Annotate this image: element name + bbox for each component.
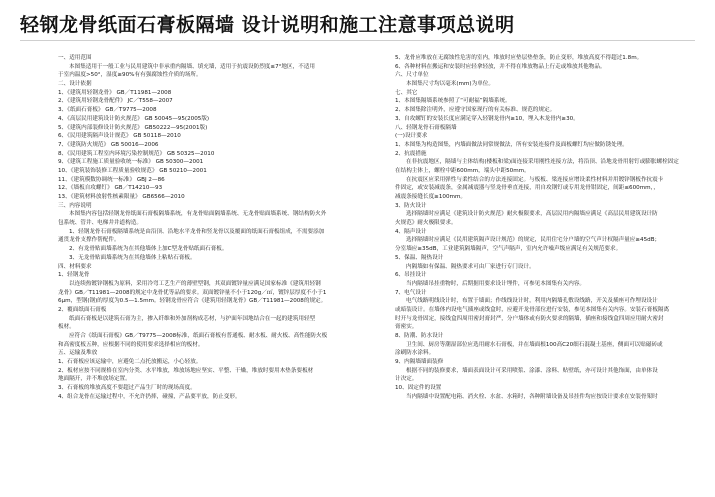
text-line: 在结构主体上，螺栓中距600mm，端头中距50mm。: [395, 167, 530, 174]
text-line: 选择隔墙时应满足《民用建筑隔声设计规范》的规定，民用住宅分户墙的空气声计权隔声量应≥45dB；: [406, 237, 661, 244]
text-line: 3、无龙骨贴面墙系统为在其他墙体上粘贴石膏板。: [69, 254, 196, 261]
text-line: 1、本图集隔墙系统参照了“可耐福”隔墙系统。: [395, 98, 511, 105]
text-line: 八、轻钢龙骨石膏板隔墙: [395, 124, 457, 131]
text-line: 本图集适用于一般工业与民用建筑中非承重内隔墙、填充墙，适用于抗震设防烈度≤7°地区，不适用: [69, 63, 315, 70]
text-line: 2、有龙骨贴面墙系统为在其他墙体上加C型龙骨贴纸面石膏板。: [69, 246, 228, 253]
text-line: 和高密度板五种，应根据不同的使用要求选择相应的板材。: [58, 341, 204, 348]
text-line: 1、石膏板应该运输中，应避免二点托放搬运，小心轻放。: [58, 359, 202, 366]
text-line: 1、《建筑用轻钢龙骨》 GB／T11981—2008: [58, 89, 172, 96]
text-line: 3、自攻螺钉的安装长度应满足穿入轻钢龙骨内≥10，埋入木龙骨内≥30。: [395, 115, 579, 122]
text-line: 膏密实。: [395, 324, 418, 331]
text-line: 6μm，型钢(钢)的厚度为0.5—1.5mm。轻钢龙骨应符合《建筑用轻钢龙骨》GB／T11981—2008的规定。: [58, 298, 327, 305]
text-line: 时开与龙骨固定，接线盒四周用密封膏封严，分户墙体或有防火要求的隔墙，插座和接线盒四周应用耐火密封: [395, 315, 664, 322]
text-line: 五、运输及堆放: [58, 350, 98, 357]
text-line: 地面隔开，并不堆放场定置。: [58, 376, 131, 383]
text-line: 计决定。: [395, 376, 418, 383]
page-title: 轻钢龙骨纸面石膏板隔墙 设计说明和施工注意事项总说明: [20, 14, 515, 36]
text-line: 4、隔声设计: [395, 228, 427, 235]
text-line: 10、《建筑装饰装修工程质量验收规范》 GB 50210—2001: [58, 167, 207, 174]
text-line: 六、尺寸单位: [395, 72, 429, 79]
text-line: 纸面石膏板是以建筑石膏为主，掺入纤维和外加剂构成芯材，与护面年国地结合在一起的建筑用轻型: [69, 315, 316, 322]
text-line: 七、其它: [395, 89, 418, 96]
text-line: 9、《建筑工程施工质量验收统一标准》 GB 50300—2001: [58, 159, 204, 166]
text-line: 6、各种材料在搬运和安装时应轻拿轻放，并不得在堆放物品上行走或堆放其他物品。: [395, 63, 606, 70]
text-line: 通贯龙骨支撑作帮配件。: [58, 237, 120, 244]
text-line: 2、覆面纸面石膏板: [58, 306, 107, 313]
text-line: 5、《建筑内部装修设计防火规范》 GB50222—95(2001版): [58, 124, 208, 131]
text-line: (一)设计要求: [395, 133, 428, 140]
text-line: 以连续热镀锌钢板为原料，采用冷弯工艺生产的薄壁型钢，其双面镀锌量应满足国家标准《建筑用轻钢: [69, 280, 321, 287]
text-line: 三、内容说明: [58, 202, 92, 209]
text-line: 8、《民用建筑工程室内环境污染控制规范》 GB 50325—2010: [58, 150, 215, 157]
text-line: 内隔墙如有保温、隔热要求可由厂家进行专门设计。: [406, 263, 535, 270]
text-line: 1、轻钢龙骨: [58, 272, 90, 279]
text-line: 在抗震区应采用弹性与柔性结合的方法连接固定。与板板、梁连接应增设柔性材料并用镀锌钢板作抗震卡: [406, 176, 664, 183]
text-line: 电气线路明线设计时，布置于墙面；作线线设计时，利用内隔墙孔敷设线路，开关及插座可作埋设设计: [406, 298, 658, 305]
text-line: 板材。: [58, 324, 75, 331]
text-line: 分室墙应≥35dB，工业建筑隔墙隔声，空气声隔声，室内允许噪声级应满足有关规范要求。: [395, 246, 622, 253]
text-line: 4、组合龙骨在运输过程中，不允许扔摔，碰撞，产品要平放，防止变形。: [58, 393, 241, 400]
title-divider: [20, 40, 695, 41]
text-line: 火规范》耐火极限要求。: [395, 220, 457, 227]
text-line: 6、吊挂设计: [395, 272, 427, 279]
text-line: 2、板材应按不同规格在室内分类、水平堆放，堆放场地应坚实、平整、干燥，堆放时要用木垫条要板材: [58, 367, 314, 374]
text-line: 12、《墙板自攻螺钉》 GB／T14210—93: [58, 185, 163, 192]
text-line: 13、《建筑材料放射性核素限量》 GB6566—2010: [58, 194, 185, 200]
text-line: 二、设计依据: [58, 81, 92, 88]
text-line: 2、抗震措施: [395, 150, 427, 157]
text-line: 5、保温、隔热设计: [395, 254, 444, 261]
text-line: 一、适用范围: [58, 55, 92, 61]
text-line: 本图集尺寸均以毫米(mm)为单位。: [406, 81, 494, 88]
left-text-column: [58, 54, 363, 402]
text-line: 7、《建筑防火规范》 GB 50016—2006: [58, 141, 159, 148]
text-line: 9、内隔墙墙面装修: [395, 359, 444, 366]
right-text-column: [395, 54, 700, 402]
text-line: 龙骨》GB／T11981—2008的规定中龙骨优等品的要求。双面镀锌量不小于120g／㎡，镀锌层厚度不小于1: [58, 289, 327, 296]
text-line: 四、材料要求: [58, 263, 92, 270]
text-line: 于室内温度>50°，湿度≥90%有有强腐蚀性介质的场所。: [58, 72, 202, 79]
text-line: 当内隔墙中设置配电箱、消火栓、水盆、水箱时，各种附墙设备及吊挂件均应按设计要求在安装骨架时: [406, 393, 658, 400]
text-line: 3、《纸面石膏板》 GB／T9775—2008: [58, 107, 157, 114]
text-line: 2、本图集除注明外，应遵守国家现行的有关标准、规范的规定。: [395, 107, 556, 114]
text-line: 1、本图集为构造图集，内墙面做法同常规做法，所有安装连接件及面板螺钉均应做防锈处理。: [395, 141, 628, 148]
text-line: 包系统、管井、电梯井井道构造。: [58, 220, 142, 227]
text-line: 3、防火设计: [395, 202, 427, 209]
text-line: 7、电气设计: [395, 289, 427, 296]
text-line: 在非抗震地区，隔墙与主体结构(楼板和梁)面连接采用刚性连接方法，将沿顶、沿地龙骨用射钉或膨胀螺栓固定: [406, 159, 679, 166]
text-line: 件固定，或安装减震条，金属减震器与竖龙骨垂直连接，用自攻钢钉或专用龙骨钳固定，间距≤600mm，，: [395, 185, 659, 192]
text-line: 4、《高层民用建筑设计防火规范》 GB 50045—95(2005版): [58, 115, 210, 122]
text-line: 减震条接缝长度≥100mm。: [395, 194, 467, 200]
text-line: 当内隔墙吊挂重物时，后期据用要求设计埋件，可参见本图集有关内容。: [406, 280, 586, 287]
text-line: 10、固定件的设置: [395, 385, 442, 392]
text-line: 应符合《纸面石膏板》GB／T9775—2008标准，纸面石膏板有普通板、耐水板、耐火板、高性能防火板: [69, 333, 328, 339]
text-line: 6、《民用建筑隔声设计规范》 GB 50118—2010: [58, 133, 181, 140]
text-line: 选择隔墙时应满足《建筑设计防火规范》耐火极限要求，高层民用内隔墙应满足《高层民用建筑设计防: [406, 211, 658, 218]
text-line: 3、石膏板的堆放高度不要超过产品生厂时的现场高度。: [58, 385, 196, 392]
text-line: 本图集内容包括轻钢龙骨纸面石膏板隔墙系统，有龙骨贴面隔墙系统、无龙骨贴面墙系统、钢结构防火外: [69, 211, 327, 218]
text-line: 8、防潮、防水设计: [395, 333, 444, 339]
text-line: 或暗装设计。在墙体内设电气插座或线盒时，应避开龙骨部位进行安装，参见本图集有关内容。安装石膏板隔离: [395, 306, 670, 313]
text-line: 5、龙骨应堆放在无腐蚀性危害的室内，堆放时应垫层垫垫条，防止变形，堆放高度不得超过1.8m。: [395, 55, 643, 61]
text-line: 1、轻钢龙骨石膏板隔墙系统是由沿顶、沿地水平龙骨和竖龙骨以及覆面的纸面石膏板组成，不需要添加: [69, 228, 325, 235]
text-line: 11、《建筑模数协调统一标准》 GBJ 2—86: [58, 176, 165, 183]
text-line: 2、《建筑用轻钢龙骨配件》 JC／T558—2007: [58, 98, 173, 105]
text-line: 卫生间、厨房等潮湿部位应选用耐水石膏板，并在墙面根100高C20细石混凝土基座，侧面可以贴磁砖或: [406, 341, 663, 348]
text-line: 根据不同的装修要求，墙面表面设计可采用喷浆、涂漆、涂料、贴壁纸，亦可设计其他饰面，由单体设: [406, 367, 658, 374]
text-line: 涂刷防水涂料。: [395, 350, 435, 357]
